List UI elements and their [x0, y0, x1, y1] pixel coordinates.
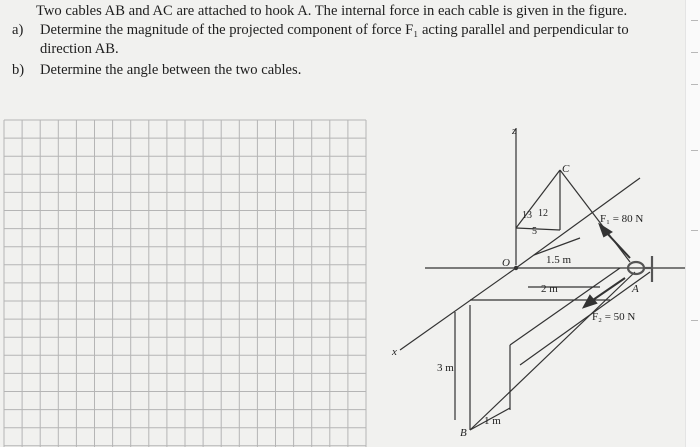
page-edge-strip [685, 0, 700, 447]
question-a-text: Determine the magnitude of the projected component of force F₁ acting parallel and perpendicular to direction AB. [40, 22, 629, 57]
label-dim-2m: 2 m [541, 283, 558, 295]
force-f2-arrowhead [584, 296, 596, 307]
label-axis-x: x [392, 346, 397, 358]
force-arrows [584, 225, 630, 307]
label-slope-5: 5 [532, 226, 537, 237]
label-point-c: C [562, 163, 570, 175]
label-point-b: B [460, 427, 467, 439]
label-point-a: A [632, 283, 639, 295]
label-dim-3m: 3 m [437, 362, 454, 374]
force-diagram [400, 128, 690, 430]
construction-line [516, 228, 560, 230]
graph-paper-grid [4, 120, 366, 447]
question-b-text: Determine the angle between the two cables. [40, 62, 302, 78]
origin-point [514, 266, 518, 270]
label-axis-z: z [512, 125, 517, 137]
question-a-marker: a) [12, 22, 24, 38]
label-force-f1: F₁ = 80 N [600, 213, 644, 225]
label-dim-1m: 1 m [484, 415, 501, 427]
label-force-f2: F₂ = 50 N [592, 311, 636, 323]
cable-ab [470, 272, 635, 430]
label-slope-12: 12 [538, 208, 548, 219]
label-dim-1-5m: 1.5 m [546, 254, 572, 266]
dimension-line-1-5m [534, 238, 580, 255]
x-axis [400, 268, 516, 350]
problem-intro: Two cables AB and AC are attached to hook A. The internal force in each cable is given in the figure. [36, 3, 628, 19]
label-point-o: O [502, 257, 510, 269]
hook-a [628, 256, 652, 282]
question-b-marker: b) [12, 62, 25, 78]
label-slope-13: 13 [522, 210, 532, 221]
